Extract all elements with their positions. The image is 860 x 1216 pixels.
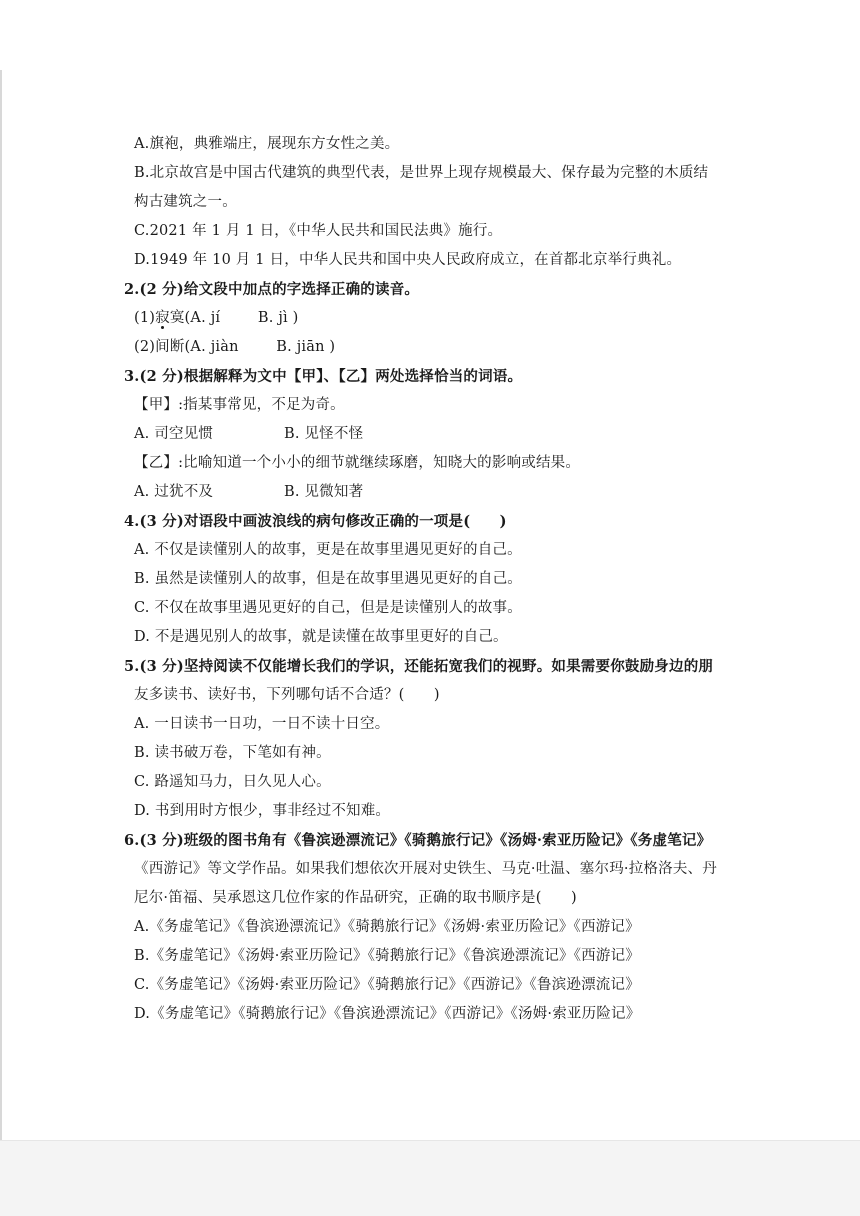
item-2-prefix: (2)间: [134, 339, 170, 355]
question-6-option-c: C.《务虚笔记》《汤姆·索亚历险记》《骑鹅旅行记》《西游记》《鲁滨逊漂流记》: [134, 977, 640, 993]
question-6-stem-line2: 《西游记》等文学作品。如果我们想依次开展对史铁生、马克·吐温、塞尔玛·拉格洛夫、丹: [134, 861, 717, 877]
question-4-option-c: C. 不仅在故事里遇见更好的自己，但是是读懂别人的故事。: [134, 600, 522, 616]
question-6-option-d: D.《务虚笔记》《骑鹅旅行记》《鲁滨逊漂流记》《西游记》《汤姆·索亚历险记》: [134, 1006, 641, 1022]
option-a: A. 司空见惯: [134, 426, 214, 442]
prev-option-a: A.旗袍，典雅端庄，展现东方女性之美。: [134, 136, 400, 152]
prev-option-b-line1: B.北京故宫是中国古代建筑的典型代表，是世界上现存规模最大、保存最为完整的木质结: [134, 165, 709, 181]
question-3-yi: 【乙】:比喻知道一个小小的细节就继续琢磨，知晓大的影响或结果。: [134, 455, 581, 471]
option-a: A. 过犹不及: [134, 484, 214, 500]
prev-option-d: D.1949 年 10 月 1 日，中华人民共和国中央人民政府成立，在首都北京举行典礼。: [134, 252, 682, 268]
question-5-option-c: C. 路遥知马力，日久见人心。: [134, 774, 331, 790]
question-5-option-d: D. 书到用时方恨少，事非经过不知难。: [134, 803, 391, 819]
question-3-yi-options: [134, 478, 834, 507]
dotted-char: 寂: [155, 310, 170, 326]
question-4-option-a: A. 不仅是读懂别人的故事，更是在故事里遇见更好的自己。: [134, 542, 522, 558]
item-2-option-b: B. jiān ): [276, 339, 336, 355]
question-5-option-a: A. 一日读书一日功，一日不读十日空。: [134, 716, 390, 732]
item-2-text: 断(A. jiàn: [169, 339, 239, 355]
question-2-item-2: [134, 333, 834, 362]
item-1-option-b: B. jì ): [257, 310, 299, 326]
question-4-option-b: B. 虽然是读懂别人的故事，但是在故事里遇见更好的自己。: [134, 571, 522, 587]
option-b: B. 见怪不怪: [284, 426, 364, 442]
question-6-stem-line1: 6.(3 分)班级的图书角有《鲁滨逊漂流记》《骑鹅旅行记》《汤姆·索亚历险记》《务虚笔记》: [124, 832, 712, 849]
item-1-prefix: (1): [134, 310, 156, 326]
question-5-stem-line1: 5.(3 分)坚持阅读不仅能增长我们的学识，还能拓宽我们的视野。如果需要你鼓励身边的朋: [124, 658, 714, 675]
question-6-option-b: B.《务虚笔记》《汤姆·索亚历险记》《骑鹅旅行记》《鲁滨逊漂流记》《西游记》: [134, 948, 640, 964]
question-5-option-b: B. 读书破万卷，下笔如有神。: [134, 745, 331, 761]
prev-option-c: C.2021 年 1 月 1 日，《中华人民共和国民法典》施行。: [134, 223, 503, 239]
exam-content: [124, 130, 834, 1029]
question-4-option-d: D. 不是遇见别人的故事，就是读懂在故事里更好的自己。: [134, 629, 508, 645]
question-2-stem: 2.(2 分)给文段中加点的字选择正确的读音。: [124, 281, 420, 298]
question-6-stem-line3: 尼尔·笛福、吴承恩这几位作家的作品研究，正确的取书顺序是( ): [134, 890, 577, 906]
page-edge: [0, 70, 2, 1140]
page-bottom-margin: [0, 1140, 860, 1216]
item-1-text: 寞(A. jí: [169, 310, 221, 326]
question-3-stem: 3.(2 分)根据解释为文中【甲】、【乙】两处选择恰当的词语。: [124, 368, 523, 385]
question-3-jia: 【甲】:指某事常见，不足为奇。: [134, 397, 345, 413]
prev-option-b-line2: 构古建筑之一。: [134, 194, 237, 210]
question-5-stem-line2: 友多读书、读好书，下列哪句话不合适？( ): [134, 687, 440, 703]
option-b: B. 见微知著: [284, 484, 364, 500]
question-4-stem: 4.(3 分)对语段中画波浪线的病句修改正确的一项是( ): [124, 513, 507, 530]
question-3-jia-options: [134, 420, 834, 449]
question-6-option-a: A.《务虚笔记》《鲁滨逊漂流记》《骑鹅旅行记》《汤姆·索亚历险记》《西游记》: [134, 919, 640, 935]
question-2-item-1: [134, 304, 834, 333]
